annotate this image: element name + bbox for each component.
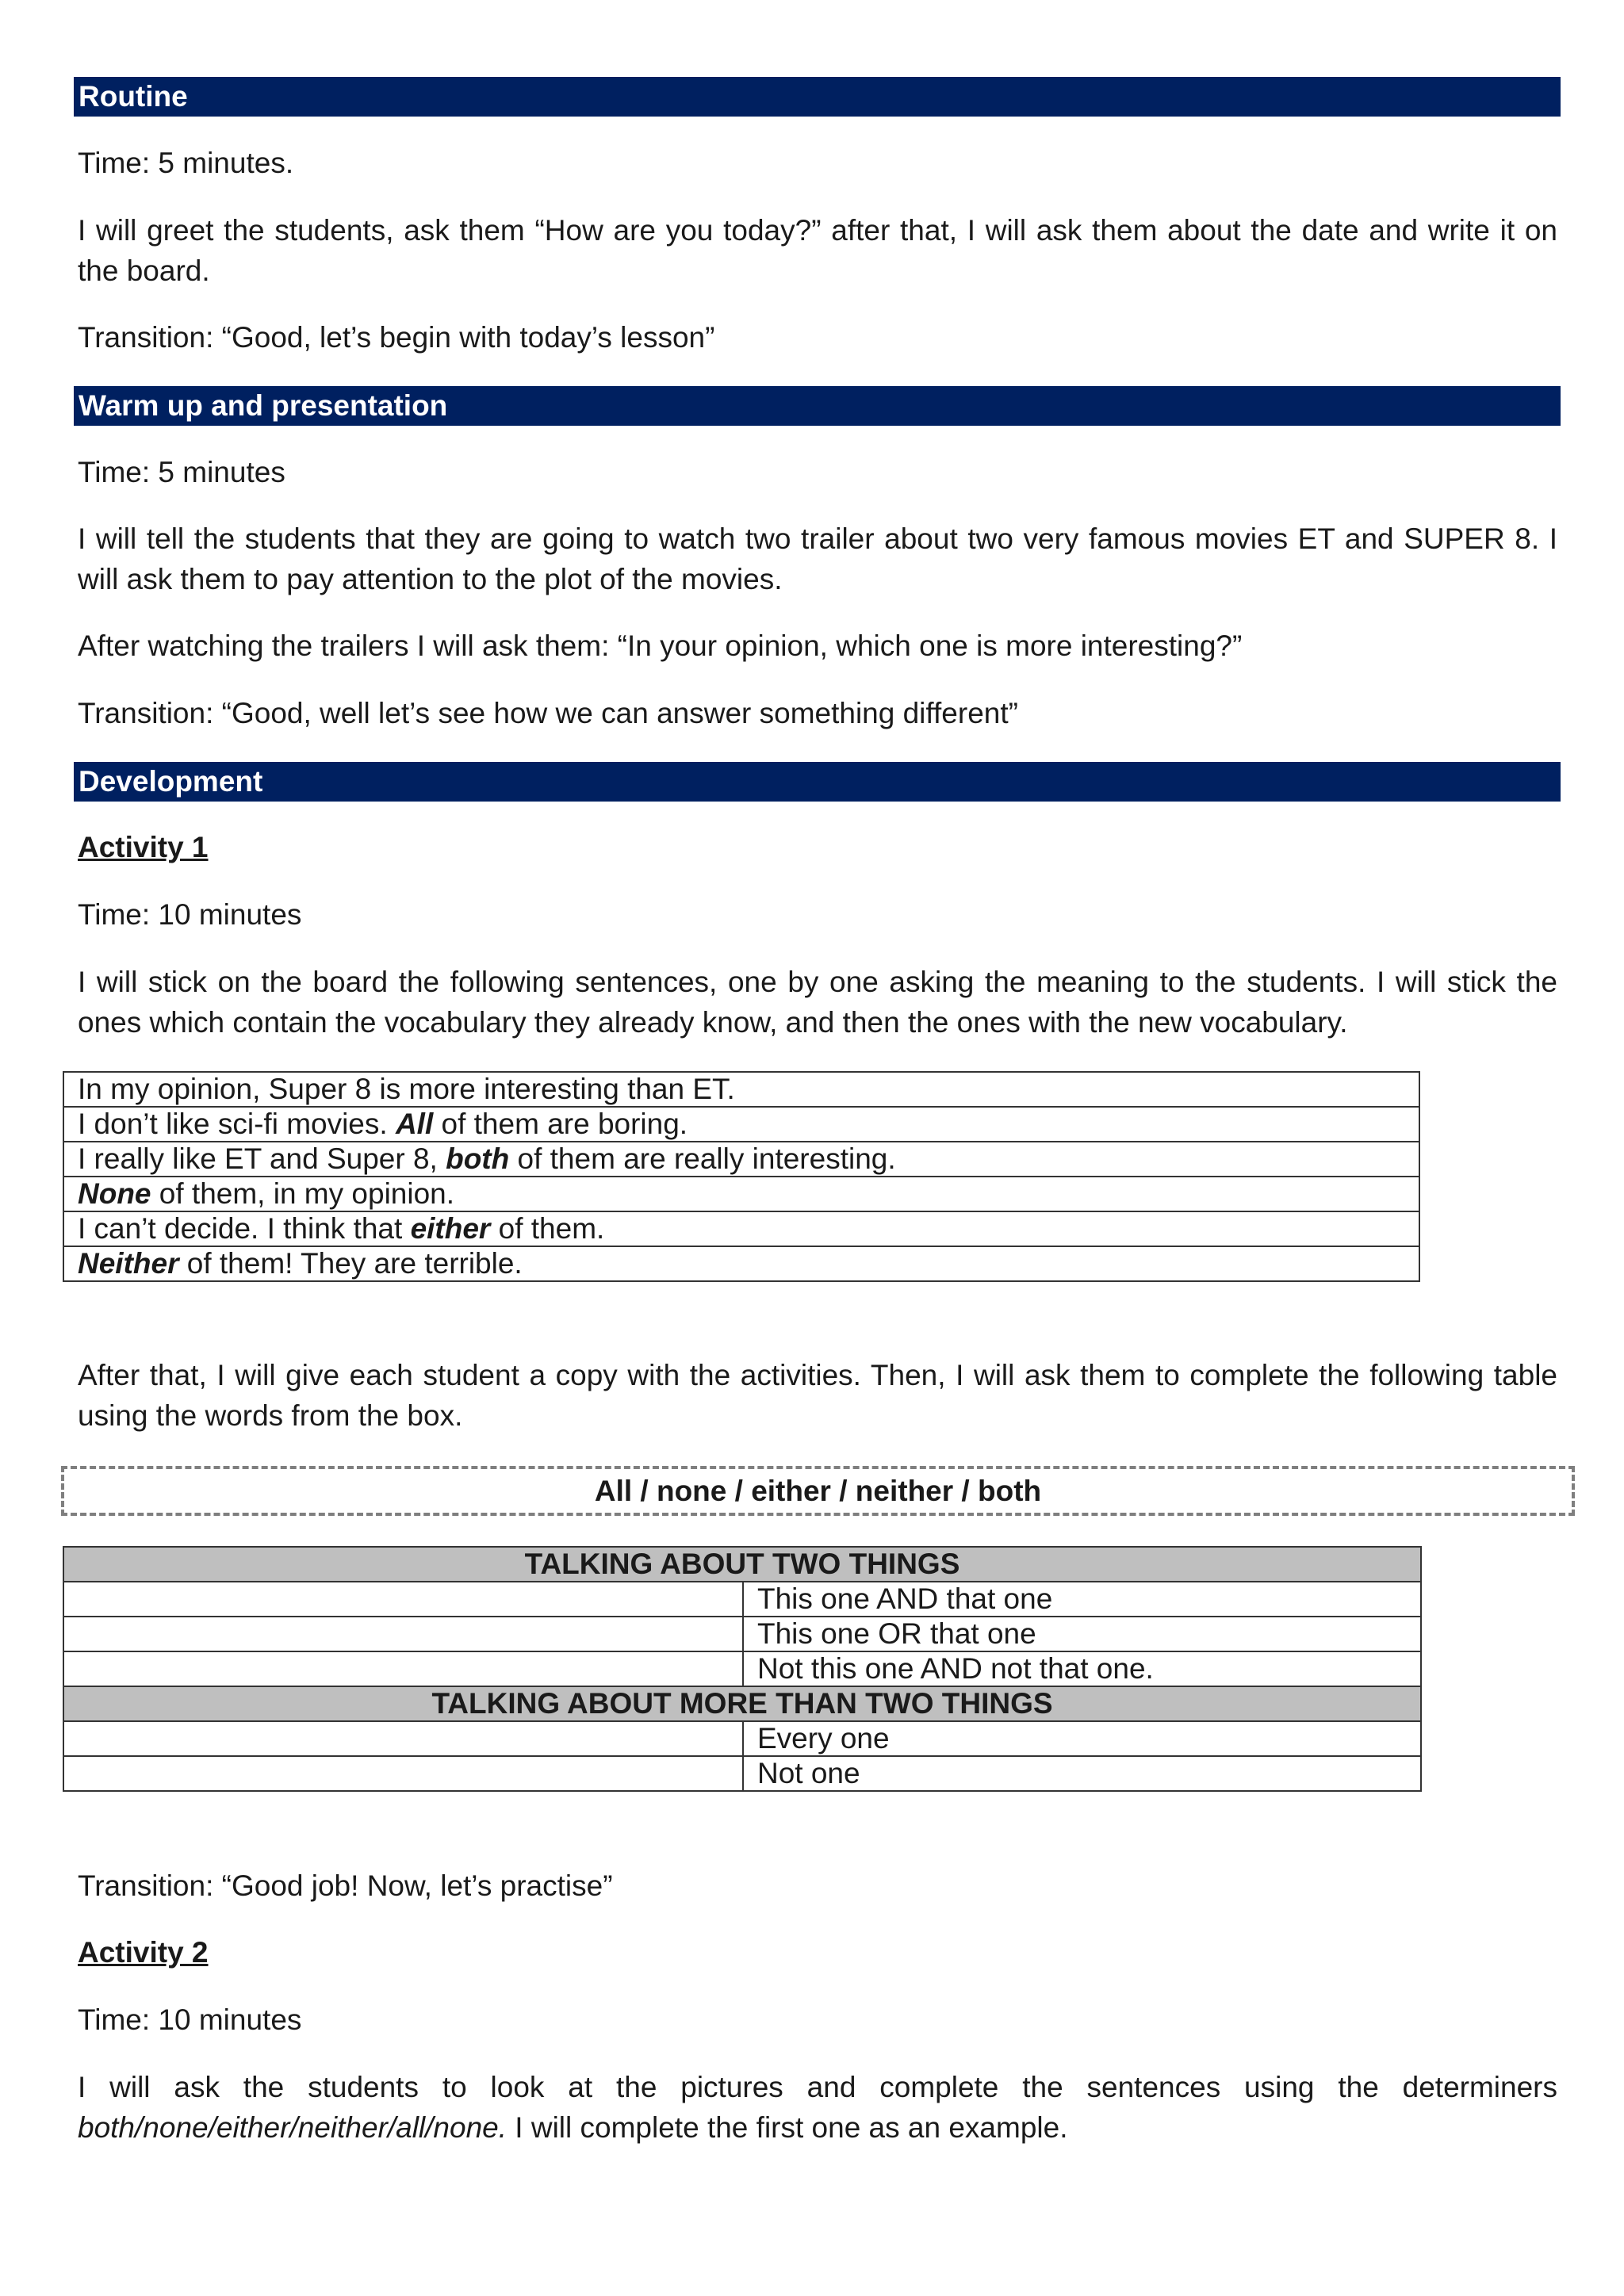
sentence-text: of them are boring. [433,1108,688,1140]
section-header-routine: Routine [74,77,1561,117]
grid-header-row [63,1547,1421,1582]
activity2-time: Time: 10 minutes [78,2003,302,2036]
grid-row [63,1651,1421,1686]
warmup-question: After watching the trailers I will ask them: “In your opinion, which one is more interesting?” [78,629,1243,662]
activity1-time: Time: 10 minutes [78,898,302,931]
sentence-text: of them! They are terrible. [178,1247,523,1280]
determiners-grid [63,1546,1422,1792]
sentence-row [63,1107,1419,1142]
sentence-keyword: either [410,1212,491,1245]
activity1-title: Activity 1 [78,831,209,863]
sentence-keyword: All [395,1108,434,1140]
sentence-text: of them, in my opinion. [151,1177,455,1210]
grid-row [63,1617,1421,1651]
routine-time: Time: 5 minutes. [78,147,294,179]
sentence-text: I can’t decide. I think that [78,1212,411,1245]
grid-answer-cell[interactable] [63,1721,743,1756]
routine-transition: Transition: “Good, let’s begin with today’s lesson” [78,321,715,354]
grid-row [63,1721,1421,1756]
grid-meaning-cell: Not one [743,1756,1421,1791]
grid-answer-cell[interactable] [63,1582,743,1617]
activity1-body: I will stick on the board the following sentences, one by one asking the meaning to the students. I will stick the ones which contain the vocabulary they already know, and then the ones with the new vocabulary. [78,966,1557,1039]
sentence-text: of them. [490,1212,605,1245]
activity1-after-table: After that, I will give each student a copy with the activities. Then, I will ask them to complete the following table using the words from the box. [78,1359,1557,1432]
grid-header-more: TALKING ABOUT MORE THAN TWO THINGS [63,1686,1421,1721]
sentences-table [63,1071,1420,1282]
grid-answer-cell[interactable] [63,1756,743,1791]
grid-meaning-cell: This one AND that one [743,1582,1421,1617]
activity2-title: Activity 2 [78,1936,209,1969]
activity2-determiners: both/none/either/neither/all/none. [78,2111,508,2144]
sentence-text: In my opinion, Super 8 is more interesting than ET. [78,1073,735,1105]
word-box: All / none / either / neither / both [61,1466,1575,1516]
sentence-text: of them are really interesting. [509,1142,896,1175]
grid-meaning-cell: This one OR that one [743,1617,1421,1651]
activity2-body-text: I will ask the students to look at the pictures and complete the sentences using the determiners [78,2071,1557,2103]
activity2-body [78,2067,1557,2148]
activity2-body-text: I will complete the first one as an example. [507,2111,1068,2144]
grid-row [63,1582,1421,1617]
grid-meaning-cell: Every one [743,1721,1421,1756]
sentence-keyword: Neither [78,1247,179,1280]
grid-answer-cell[interactable] [63,1617,743,1651]
sentence-row [63,1177,1419,1211]
grid-header-two: TALKING ABOUT TWO THINGS [63,1547,1421,1582]
sentence-row [63,1072,1419,1107]
sentence-row [63,1246,1419,1281]
warmup-time: Time: 5 minutes [78,456,285,488]
routine-body: I will greet the students, ask them “How are you today?” after that, I will ask them about the date and write it on the board. [78,214,1557,287]
sentence-row [63,1211,1419,1246]
sentence-text: I really like ET and Super 8, [78,1142,446,1175]
grid-header-row [63,1686,1421,1721]
sentence-row [63,1142,1419,1177]
activity1-transition: Transition: “Good job! Now, let’s practise” [78,1869,613,1902]
grid-answer-cell[interactable] [63,1651,743,1686]
sentence-keyword: None [78,1177,151,1210]
section-header-development: Development [74,762,1561,802]
grid-meaning-cell: Not this one AND not that one. [743,1651,1421,1686]
warmup-body: I will tell the students that they are going to watch two trailer about two very famous movies ET and SUPER 8. I will ask them to pay attention to the plot of the movies. [78,522,1557,595]
section-header-warmup: Warm up and presentation [74,386,1561,426]
sentence-keyword: both [446,1142,510,1175]
warmup-transition: Transition: “Good, well let’s see how we can answer something different” [78,697,1018,729]
grid-row [63,1756,1421,1791]
sentence-text: I don’t like sci-fi movies. [78,1108,396,1140]
